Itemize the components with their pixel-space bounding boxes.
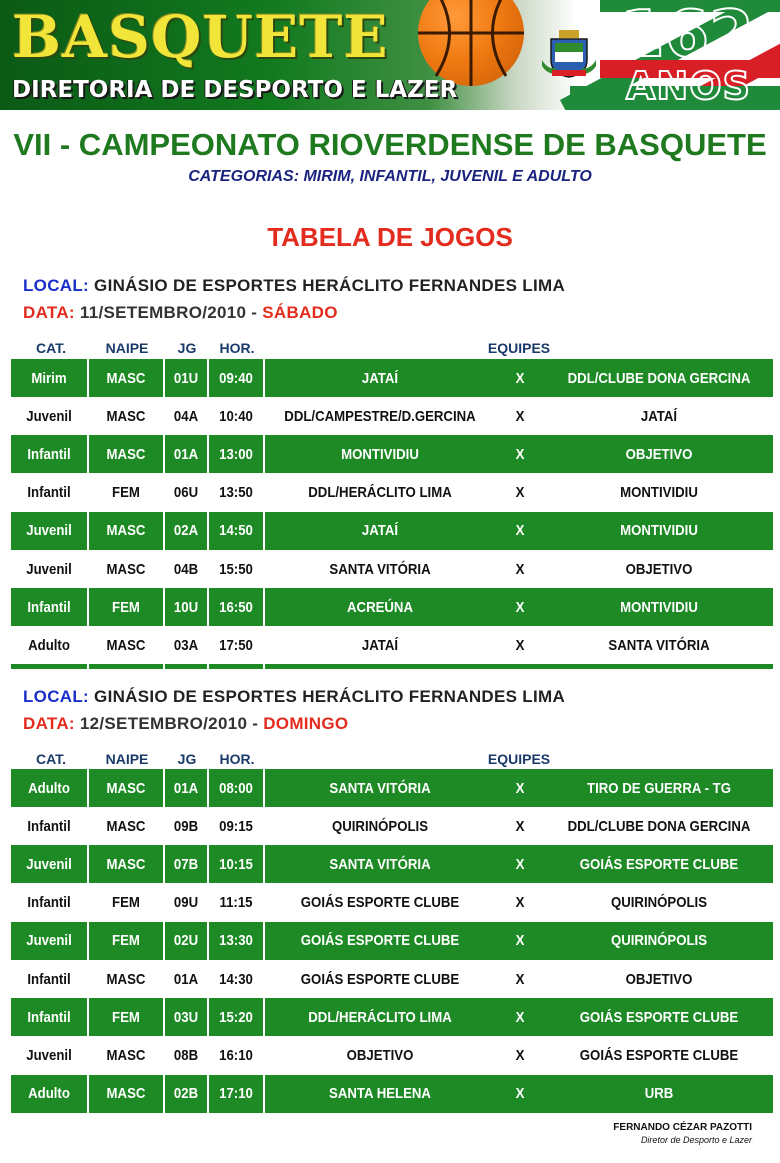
game-cat: Juvenil bbox=[26, 522, 72, 540]
game-jg: 08B bbox=[173, 1046, 199, 1064]
game-naipe: MASC bbox=[106, 1085, 146, 1103]
game-away: MONTIVIDIU bbox=[620, 522, 698, 540]
col-equipes: EQUIPES bbox=[487, 751, 551, 767]
game-naipe: FEM bbox=[112, 894, 140, 912]
game-home: DDL/HERÁCLITO LIMA bbox=[308, 1008, 452, 1026]
game-hor: 13:00 bbox=[219, 445, 253, 463]
session-1-date bbox=[23, 302, 338, 324]
header-banner bbox=[0, 0, 780, 110]
game-naipe: MASC bbox=[106, 407, 146, 425]
game-hor: 16:50 bbox=[219, 598, 253, 616]
game-hor: 08:00 bbox=[219, 779, 253, 797]
game-cat: Infantil bbox=[27, 484, 71, 502]
game-jg: 04B bbox=[173, 560, 199, 578]
local-value: GINÁSIO DE ESPORTES HERÁCLITO FERNANDES LIMA bbox=[94, 687, 566, 706]
game-jg: 03A bbox=[173, 636, 199, 654]
game-cat: Infantil bbox=[27, 970, 71, 988]
local-label: LOCAL: bbox=[23, 276, 90, 295]
date-label: DATA: bbox=[23, 303, 75, 322]
game-row bbox=[11, 922, 773, 960]
game-jg: 01U bbox=[173, 369, 199, 387]
game-away: QUIRINÓPOLIS bbox=[610, 894, 708, 912]
game-hor: 10:15 bbox=[219, 855, 253, 873]
game-jg: 09U bbox=[173, 894, 199, 912]
game-home: GOIÁS ESPORTE CLUBE bbox=[300, 932, 460, 950]
game-jg: 02A bbox=[173, 522, 199, 540]
game-row bbox=[11, 588, 773, 626]
game-jg: 02B bbox=[173, 1085, 199, 1103]
game-vs: X bbox=[515, 932, 525, 950]
game-home: SANTA HELENA bbox=[329, 1085, 431, 1103]
game-hor: 09:15 bbox=[219, 817, 253, 835]
strip-segment bbox=[89, 664, 163, 669]
session-1-local bbox=[23, 275, 565, 297]
col-hor: HOR. bbox=[219, 340, 255, 356]
game-naipe: MASC bbox=[106, 779, 146, 797]
game-row bbox=[11, 359, 773, 397]
local-label: LOCAL: bbox=[23, 687, 90, 706]
date-label: DATA: bbox=[23, 714, 75, 733]
game-vs: X bbox=[515, 817, 525, 835]
game-jg: 03U bbox=[173, 1008, 199, 1026]
game-home: GOIÁS ESPORTE CLUBE bbox=[300, 970, 460, 988]
game-away: OBJETIVO bbox=[625, 560, 693, 578]
game-home: JATAÍ bbox=[361, 369, 399, 387]
game-cat: Infantil bbox=[27, 817, 71, 835]
game-away: JATAÍ bbox=[640, 407, 678, 425]
director-role: Diretor de Desporto e Lazer bbox=[640, 1135, 752, 1145]
game-row bbox=[11, 807, 773, 845]
game-cat: Adulto bbox=[28, 636, 70, 654]
session-2-date bbox=[23, 713, 348, 735]
col-jg: JG bbox=[177, 751, 197, 767]
game-row bbox=[11, 512, 773, 550]
game-away: DDL/CLUBE DONA GERCINA bbox=[567, 369, 751, 387]
game-home: QUIRINÓPOLIS bbox=[331, 817, 429, 835]
col-naipe: NAIPE bbox=[105, 340, 149, 356]
game-row bbox=[11, 1036, 773, 1074]
game-jg: 09B bbox=[173, 817, 199, 835]
banner-subtitle: DIRETORIA DE DESPORTO E LAZER bbox=[12, 77, 458, 103]
game-hor: 16:10 bbox=[219, 1046, 253, 1064]
col-jg: JG bbox=[177, 340, 197, 356]
basketball-icon bbox=[418, 0, 524, 86]
game-cat: Adulto bbox=[28, 779, 70, 797]
game-hor: 09:40 bbox=[219, 369, 253, 387]
game-cat: Mirim bbox=[31, 369, 67, 387]
game-hor: 17:50 bbox=[219, 636, 253, 654]
game-cat: Juvenil bbox=[26, 932, 72, 950]
session-2-local bbox=[23, 686, 565, 708]
game-cat: Infantil bbox=[27, 894, 71, 912]
game-home: JATAÍ bbox=[361, 636, 399, 654]
game-vs: X bbox=[515, 855, 525, 873]
game-naipe: MASC bbox=[106, 970, 146, 988]
game-home: SANTA VITÓRIA bbox=[329, 855, 431, 873]
game-vs: X bbox=[515, 522, 525, 540]
game-row bbox=[11, 998, 773, 1036]
game-cat: Adulto bbox=[28, 1085, 70, 1103]
game-row bbox=[11, 626, 773, 664]
game-jg: 01A bbox=[173, 779, 199, 797]
game-row bbox=[11, 550, 773, 588]
game-vs: X bbox=[515, 1008, 525, 1026]
game-away: GOIÁS ESPORTE CLUBE bbox=[579, 855, 739, 873]
game-cat: Juvenil bbox=[26, 1046, 72, 1064]
col-equipes: EQUIPES bbox=[487, 340, 551, 356]
game-row bbox=[11, 960, 773, 998]
game-vs: X bbox=[515, 636, 525, 654]
game-away: TIRO DE GUERRA - TG bbox=[587, 779, 731, 797]
schedule-title: TABELA DE JOGOS bbox=[267, 222, 513, 252]
strip-segment bbox=[209, 664, 263, 669]
anniversary-number: 162 bbox=[620, 0, 754, 72]
game-cat: Infantil bbox=[27, 1008, 71, 1026]
strip-segment bbox=[265, 664, 773, 669]
date-value: 11/SETEMBRO/2010 - bbox=[79, 303, 258, 322]
game-row bbox=[11, 474, 773, 512]
game-jg: 01A bbox=[173, 970, 199, 988]
director-name: FERNANDO CÉZAR PAZOTTI bbox=[613, 1122, 752, 1133]
game-hor: 14:30 bbox=[219, 970, 253, 988]
game-naipe: FEM bbox=[112, 932, 140, 950]
game-hor: 11:15 bbox=[219, 894, 253, 912]
game-home: JATAÍ bbox=[361, 522, 399, 540]
game-away: GOIÁS ESPORTE CLUBE bbox=[579, 1046, 739, 1064]
game-vs: X bbox=[515, 598, 525, 616]
game-hor: 17:10 bbox=[219, 1085, 253, 1103]
game-naipe: MASC bbox=[106, 369, 146, 387]
game-jg: 04A bbox=[173, 407, 199, 425]
game-away: OBJETIVO bbox=[625, 970, 693, 988]
game-vs: X bbox=[515, 894, 525, 912]
game-vs: X bbox=[515, 1046, 525, 1064]
game-jg: 02U bbox=[173, 932, 199, 950]
game-home: ACREÚNA bbox=[347, 598, 413, 616]
game-hor: 10:40 bbox=[219, 407, 253, 425]
game-hor: 13:50 bbox=[219, 484, 253, 502]
game-away: MONTIVIDIU bbox=[620, 484, 698, 502]
game-vs: X bbox=[515, 407, 525, 425]
game-naipe: FEM bbox=[112, 1008, 140, 1026]
game-jg: 06U bbox=[173, 484, 199, 502]
strip-segment bbox=[165, 664, 207, 669]
championship-title: VII - CAMPEONATO RIOVERDENSE DE BASQUETE bbox=[13, 127, 767, 162]
game-away: OBJETIVO bbox=[625, 445, 693, 463]
game-vs: X bbox=[515, 970, 525, 988]
game-home: SANTA VITÓRIA bbox=[329, 779, 431, 797]
game-row bbox=[11, 769, 773, 807]
weekday: SÁBADO bbox=[262, 303, 338, 322]
game-vs: X bbox=[515, 369, 525, 387]
game-away: DDL/CLUBE DONA GERCINA bbox=[567, 817, 751, 835]
game-naipe: FEM bbox=[112, 484, 140, 502]
col-naipe: NAIPE bbox=[105, 751, 149, 767]
game-vs: X bbox=[515, 560, 525, 578]
game-home: DDL/HERÁCLITO LIMA bbox=[308, 484, 452, 502]
categories-line: CATEGORIAS: MIRIM, INFANTIL, JUVENIL E ADULTO bbox=[188, 168, 592, 185]
municipal-seal-icon bbox=[542, 30, 596, 78]
game-row bbox=[11, 435, 773, 473]
game-naipe: MASC bbox=[106, 1046, 146, 1064]
game-away: MONTIVIDIU bbox=[620, 598, 698, 616]
strip-segment bbox=[11, 664, 87, 669]
game-vs: X bbox=[515, 779, 525, 797]
banner-title: BASQUETE bbox=[12, 3, 389, 71]
game-row bbox=[11, 845, 773, 883]
col-cat: CAT. bbox=[35, 340, 67, 356]
date-value: 12/SETEMBRO/2010 - bbox=[79, 714, 259, 733]
game-home: DDL/CAMPESTRE/D.GERCINA bbox=[284, 407, 476, 425]
game-row bbox=[11, 1075, 773, 1113]
game-naipe: MASC bbox=[106, 636, 146, 654]
game-hor: 15:50 bbox=[219, 560, 253, 578]
local-value: GINÁSIO DE ESPORTES HERÁCLITO FERNANDES LIMA bbox=[94, 276, 566, 295]
game-home: SANTA VITÓRIA bbox=[329, 560, 431, 578]
game-naipe: FEM bbox=[112, 598, 140, 616]
game-home: OBJETIVO bbox=[346, 1046, 414, 1064]
game-away: GOIÁS ESPORTE CLUBE bbox=[579, 1008, 739, 1026]
weekday: DOMINGO bbox=[263, 714, 349, 733]
game-vs: X bbox=[515, 484, 525, 502]
game-hor: 13:30 bbox=[219, 932, 253, 950]
table-bottom-strip bbox=[11, 664, 773, 669]
game-home: GOIÁS ESPORTE CLUBE bbox=[300, 894, 460, 912]
col-cat: CAT. bbox=[35, 751, 67, 767]
game-naipe: MASC bbox=[106, 560, 146, 578]
game-hor: 15:20 bbox=[219, 1008, 253, 1026]
game-naipe: MASC bbox=[106, 522, 146, 540]
game-jg: 01A bbox=[173, 445, 199, 463]
game-away: QUIRINÓPOLIS bbox=[610, 932, 708, 950]
game-away: URB bbox=[644, 1085, 674, 1103]
game-cat: Infantil bbox=[27, 598, 71, 616]
game-naipe: MASC bbox=[106, 445, 146, 463]
game-cat: Juvenil bbox=[26, 855, 72, 873]
game-row bbox=[11, 397, 773, 435]
game-naipe: MASC bbox=[106, 855, 146, 873]
game-jg: 10U bbox=[173, 598, 199, 616]
game-vs: X bbox=[515, 1085, 525, 1103]
game-row bbox=[11, 884, 773, 922]
game-cat: Juvenil bbox=[26, 407, 72, 425]
game-jg: 07B bbox=[173, 855, 199, 873]
game-vs: X bbox=[515, 445, 525, 463]
game-hor: 14:50 bbox=[219, 522, 253, 540]
game-away: SANTA VITÓRIA bbox=[608, 636, 710, 654]
game-cat: Infantil bbox=[27, 445, 71, 463]
game-naipe: MASC bbox=[106, 817, 146, 835]
game-cat: Juvenil bbox=[26, 560, 72, 578]
game-home: MONTIVIDIU bbox=[341, 445, 419, 463]
anniversary-word: ANOS bbox=[626, 64, 751, 108]
col-hor: HOR. bbox=[219, 751, 255, 767]
